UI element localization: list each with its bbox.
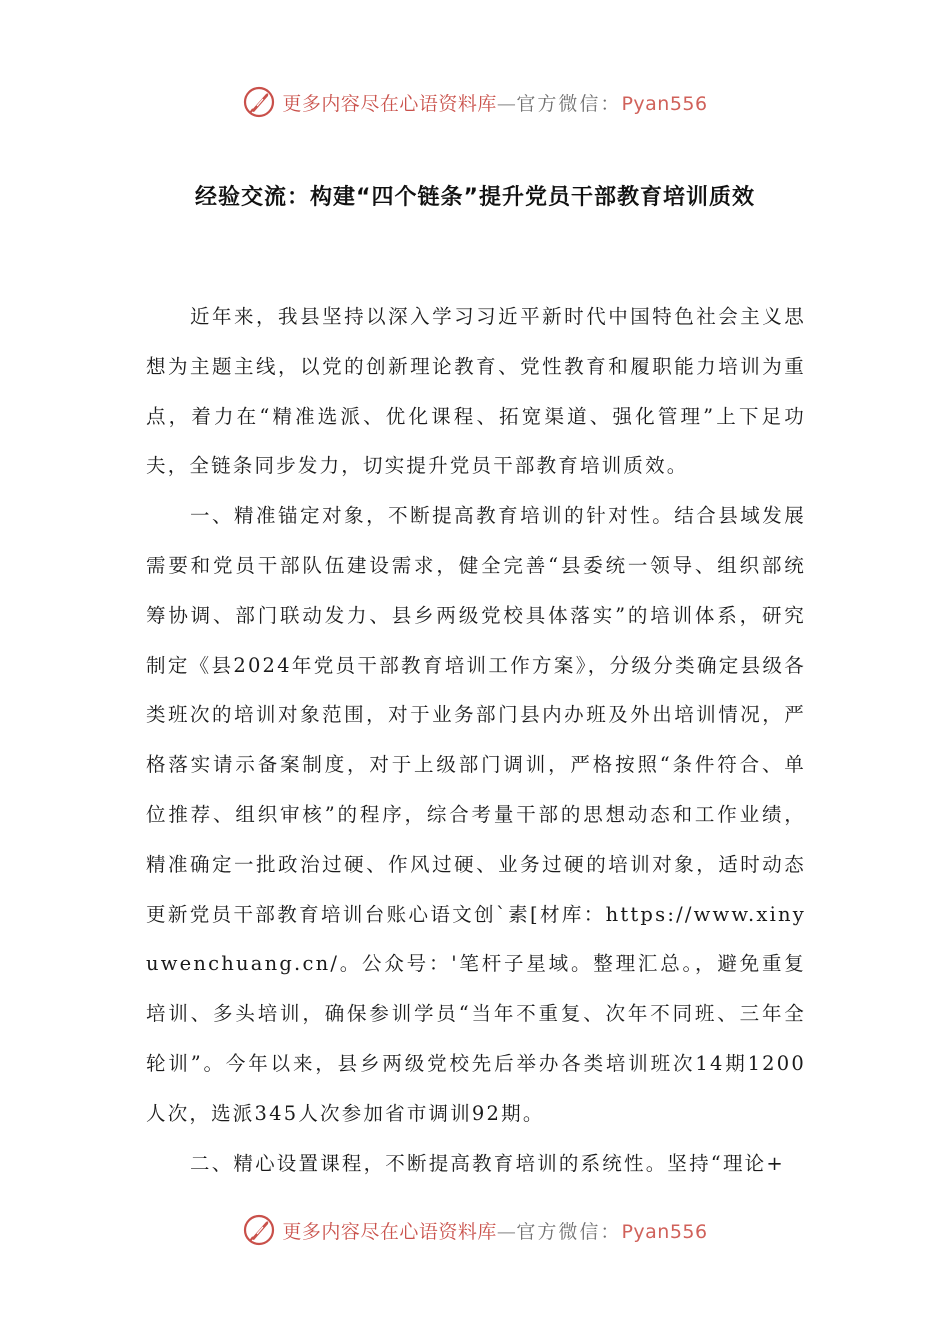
paragraph-section-two: 二、精心设置课程，不断提高教育培训的系统性。坚持“理论+ xyxy=(190,1151,785,1175)
banner-main-text: 更多内容尽在心语资料库 xyxy=(282,1220,497,1243)
paragraph-section-one: 一、精准锚定对象，不断提高教育培训的针对性。结合县域发展需要和党员干部队伍建设需求，健全完善“县委统一领导、组织部统筹协调、部门联动发力、县乡两级党校具体落实”的培训体系，研究制定《县2024年党员干部教育培训工作方案》，分级分类确定县级各类班次的培训对象范围，对于业务部门县内办班及外出培训情况，严格落实请示备案制度，对于上级部门调训，严格按照“条件符合、单位推荐、组织审核”的程序，综合考量干部的思想动态和工作业绩，精准确定一批政治过硬、作风过硬、业务过硬的培训对象，适时动态更新党员干部教育培训台账心语文创`素[材库：https://www.xinyuwenchuang.cn/。公众号：'笔杆子星域。整理汇总。，避免重复培训、多头培训，确保参训学员“当年不重复、次年不同班、三年全轮训”。今年以来，县乡两级党校先后举办各类培训班次14期1200人次，选派345人次参加省市调训92期。 xyxy=(146,504,806,1125)
paragraph-intro: 近年来，我县坚持以深入学习习近平新时代中国特色社会主义思想为主题主线，以党的创新理论教育、党性教育和履职能力培训为重点，着力在“精准选派、优化课程、拓宽渠道、强化管理”上下足功夫，全链条同步发力，切实提升党员干部教育培训质效。 xyxy=(146,305,806,478)
banner-wechat-id: Pyan556 xyxy=(621,92,708,115)
document-body xyxy=(146,292,806,1188)
banner-wechat-label: 官方微信： xyxy=(516,92,622,115)
banner-text xyxy=(282,89,707,116)
banner-wechat-label: 官方微信： xyxy=(516,1220,622,1243)
banner-text xyxy=(282,1217,707,1244)
banner-dash: — xyxy=(496,1220,517,1243)
banner-main-text: 更多内容尽在心语资料库 xyxy=(282,92,497,115)
footer-banner xyxy=(0,1210,950,1250)
header-banner xyxy=(0,82,950,122)
banner-dash: — xyxy=(496,92,517,115)
banner-wechat-id: Pyan556 xyxy=(621,1220,708,1243)
quill-pen-logo-icon xyxy=(242,85,276,119)
document-title: 经验交流：构建“四个链条”提升党员干部教育培训质效 xyxy=(195,185,755,210)
quill-pen-logo-icon xyxy=(242,1213,276,1247)
